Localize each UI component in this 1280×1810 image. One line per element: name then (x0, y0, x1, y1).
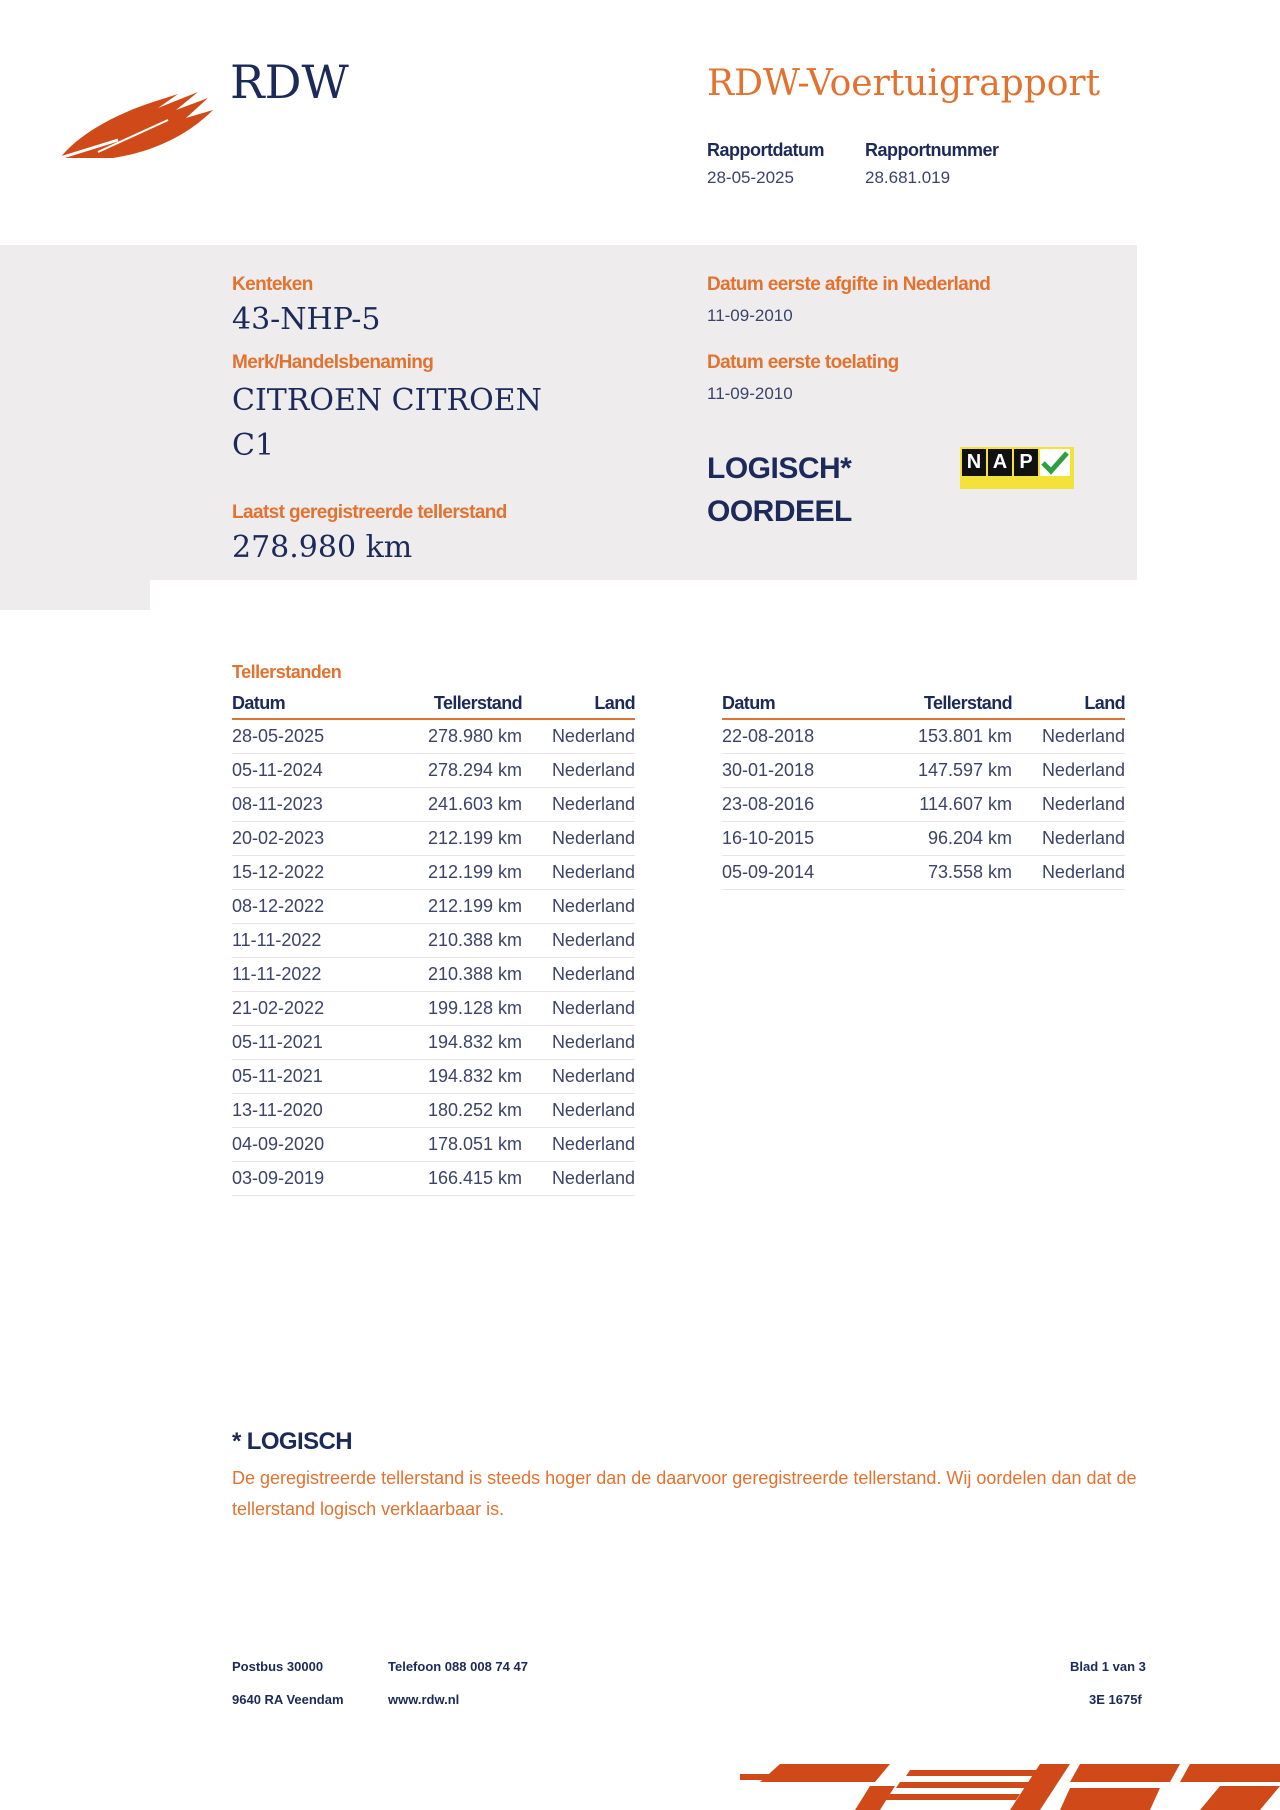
nap-badge (960, 447, 1074, 489)
row-date: 15-12-2022 (232, 856, 382, 890)
footer-code: 3E 1675f (1089, 1692, 1142, 1707)
row-country: Nederland (522, 788, 635, 822)
rdw-logo (58, 80, 213, 165)
first-nl-label: Datum eerste afgifte in Nederland (707, 274, 991, 295)
row-country: Nederland (1012, 856, 1125, 890)
row-country: Nederland (522, 1162, 635, 1196)
license-plate: 43-NHP-5 (232, 302, 381, 337)
col-header-country: Land (1012, 692, 1125, 719)
row-date: 23-08-2016 (722, 788, 872, 822)
row-odometer: 194.832 km (382, 1060, 522, 1094)
last-odometer: 278.980 km (232, 530, 413, 565)
row-country: Nederland (522, 890, 635, 924)
row-date: 04-09-2020 (232, 1128, 382, 1162)
row-odometer: 212.199 km (382, 822, 522, 856)
row-date: 22-08-2018 (722, 719, 872, 754)
table-row (232, 1128, 635, 1162)
first-nl-date: 11-09-2010 (707, 306, 793, 325)
table-row (722, 788, 1125, 822)
row-odometer: 73.558 km (872, 856, 1012, 890)
row-country: Nederland (522, 754, 635, 788)
row-odometer: 212.199 km (382, 856, 522, 890)
make-line-1: CITROEN CITROEN (232, 383, 542, 418)
check-icon (1040, 449, 1070, 476)
col-header-odometer: Tellerstand (872, 692, 1012, 719)
row-odometer: 153.801 km (872, 719, 1012, 754)
row-odometer: 194.832 km (382, 1026, 522, 1060)
plate-label: Kenteken (232, 274, 313, 295)
footer-page: Blad 1 van 3 (1070, 1659, 1146, 1674)
first-admission-date: 11-09-2010 (707, 384, 793, 403)
nap-letter-p: P (1014, 449, 1038, 476)
row-date: 21-02-2022 (232, 992, 382, 1026)
row-date: 03-09-2019 (232, 1162, 382, 1196)
row-date: 11-11-2022 (232, 924, 382, 958)
row-date: 08-11-2023 (232, 788, 382, 822)
odometer-table-right (722, 692, 1125, 890)
vehicle-summary-panel (0, 245, 1137, 610)
footer-decoration (740, 1760, 1280, 1810)
footnote-title: * LOGISCH (232, 1428, 352, 1455)
row-odometer: 278.980 km (382, 719, 522, 754)
table-row (722, 719, 1125, 754)
footer-web: www.rdw.nl (388, 1692, 460, 1707)
brand-name: RDW (230, 55, 349, 109)
col-header-country: Land (522, 692, 635, 719)
row-country: Nederland (522, 992, 635, 1026)
row-country: Nederland (522, 719, 635, 754)
row-odometer: 180.252 km (382, 1094, 522, 1128)
footer-phone: Telefoon 088 008 74 47 (388, 1659, 528, 1674)
row-country: Nederland (1012, 719, 1125, 754)
row-date: 05-11-2024 (232, 754, 382, 788)
report-number-label: Rapportnummer (865, 140, 999, 160)
table-row (232, 1162, 635, 1196)
footer-address-2: 9640 RA Veendam (232, 1692, 344, 1707)
table-row (232, 958, 635, 992)
row-odometer: 166.415 km (382, 1162, 522, 1196)
row-country: Nederland (522, 1026, 635, 1060)
table-row (232, 822, 635, 856)
odometer-section-title: Tellerstanden (232, 662, 342, 682)
row-odometer: 210.388 km (382, 924, 522, 958)
verdict-line-2: OORDEEL (707, 495, 852, 528)
table-row (722, 822, 1125, 856)
row-country: Nederland (522, 1060, 635, 1094)
row-odometer: 199.128 km (382, 992, 522, 1026)
rdw-logo-icon (58, 80, 213, 165)
table-row (232, 1094, 635, 1128)
row-date: 28-05-2025 (232, 719, 382, 754)
panel-bottom-cut (150, 580, 1137, 610)
row-country: Nederland (522, 822, 635, 856)
odometer-table-left (232, 692, 635, 1196)
table-row (722, 856, 1125, 890)
row-date: 05-11-2021 (232, 1026, 382, 1060)
table-row (232, 719, 635, 754)
report-date-label: Rapportdatum (707, 140, 824, 160)
row-odometer: 278.294 km (382, 754, 522, 788)
row-country: Nederland (1012, 822, 1125, 856)
row-date: 05-09-2014 (722, 856, 872, 890)
row-odometer: 241.603 km (382, 788, 522, 822)
table-row (232, 1026, 635, 1060)
table-row (232, 890, 635, 924)
footer-address-1: Postbus 30000 (232, 1659, 324, 1674)
row-odometer: 210.388 km (382, 958, 522, 992)
row-date: 08-12-2022 (232, 890, 382, 924)
table-row (232, 856, 635, 890)
row-odometer: 212.199 km (382, 890, 522, 924)
row-country: Nederland (522, 856, 635, 890)
report-number: 28.681.019 (865, 168, 951, 187)
row-odometer: 114.607 km (872, 788, 1012, 822)
row-date: 16-10-2015 (722, 822, 872, 856)
table-row (232, 992, 635, 1026)
make-label: Merk/Handelsbenaming (232, 352, 434, 373)
make-line-2: C1 (232, 428, 275, 463)
table-row (722, 754, 1125, 788)
col-header-date: Datum (722, 692, 872, 719)
panel-notch (0, 580, 150, 610)
table-row (232, 754, 635, 788)
table-row (232, 1060, 635, 1094)
row-odometer: 178.051 km (382, 1128, 522, 1162)
row-country: Nederland (1012, 754, 1125, 788)
row-country: Nederland (522, 958, 635, 992)
nap-letter-a: A (988, 449, 1012, 476)
row-odometer: 96.204 km (872, 822, 1012, 856)
col-header-odometer: Tellerstand (382, 692, 522, 719)
row-date: 05-11-2021 (232, 1060, 382, 1094)
row-date: 20-02-2023 (232, 822, 382, 856)
row-country: Nederland (522, 1094, 635, 1128)
first-admission-label: Datum eerste toelating (707, 352, 899, 373)
verdict-line-1: LOGISCH* (707, 452, 852, 485)
report-title: RDW-Voertuigrapport (707, 63, 1101, 104)
odometer-label: Laatst geregistreerde tellerstand (232, 502, 507, 523)
row-date: 13-11-2020 (232, 1094, 382, 1128)
row-odometer: 147.597 km (872, 754, 1012, 788)
report-date: 28-05-2025 (707, 168, 794, 187)
row-date: 11-11-2022 (232, 958, 382, 992)
col-header-date: Datum (232, 692, 382, 719)
row-country: Nederland (522, 1128, 635, 1162)
nap-letter-n: N (962, 449, 986, 476)
row-country: Nederland (1012, 788, 1125, 822)
table-row (232, 788, 635, 822)
row-country: Nederland (522, 924, 635, 958)
footnote-text: De geregistreerde tellerstand is steeds hoger dan de daarvoor geregistreerde tellerstand. Wij oordelen dan dat de tellerstand logisch verklaarbaar is. (232, 1468, 1137, 1519)
row-date: 30-01-2018 (722, 754, 872, 788)
table-row (232, 924, 635, 958)
